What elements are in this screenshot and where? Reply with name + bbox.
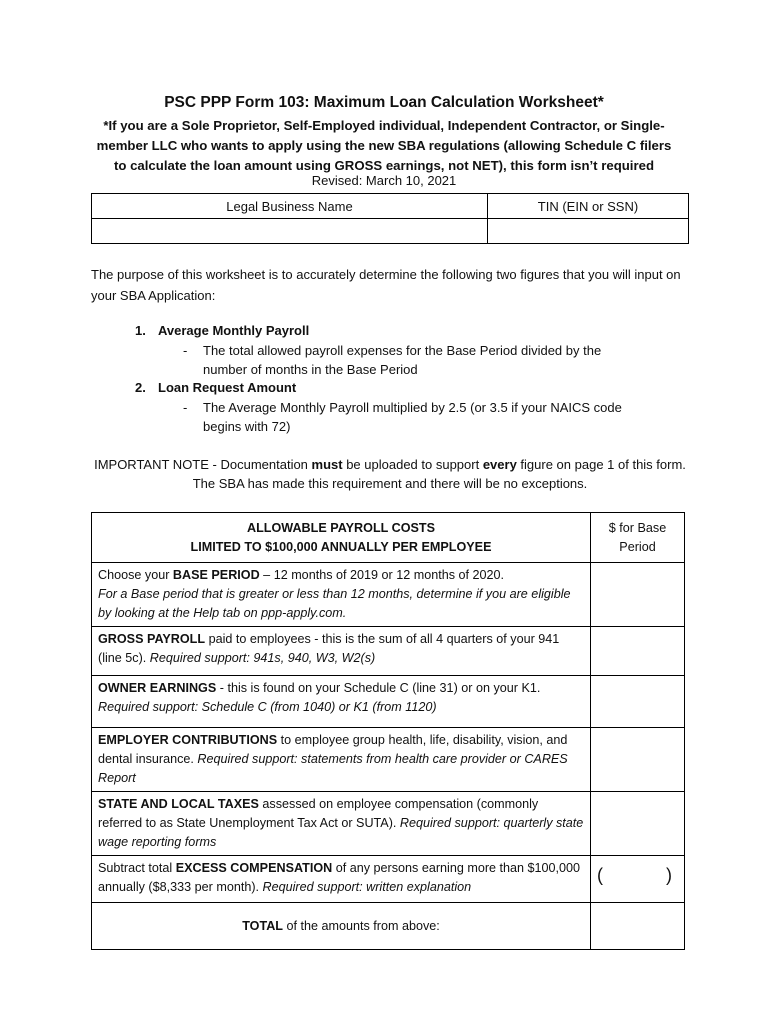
list-detail: The Average Monthly Payroll multiplied by 2.5 (or 3.5 if your NAICS code begins with 72)	[203, 400, 622, 434]
table-row	[92, 856, 685, 903]
legal-business-name-field[interactable]	[92, 219, 488, 244]
list-heading: Loan Request Amount	[158, 380, 297, 395]
tin-header: TIN (EIN or SSN)	[488, 194, 689, 219]
revised-date: Revised: March 10, 2021	[311, 173, 457, 188]
excess-compensation-description: Subtract total EXCESS COMPENSATION of any persons earning more than $100,000 annually ($8,333 per month). Required support: written explanation	[92, 856, 591, 903]
page-subtitle: *If you are a Sole Proprietor, Self-Employed individual, Independent Contractor, or Single-member LLC who wants to apply using the new SBA regulations (allowing Schedule C filers to calculate the loan amount using GROSS earnings, not NET), this form isn’t required	[96, 118, 672, 173]
base-period-description: Choose your BASE PERIOD – 12 months of 2019 or 12 months of 2020. For a Base period that is greater or less than 12 months, determine if you are eligible by looking at the Help tab on ppp-apply.com.	[92, 563, 591, 627]
list-number: 2.	[135, 380, 146, 395]
list-item-loan-request-amount	[91, 378, 691, 438]
employer-contributions-description: EMPLOYER CONTRIBUTIONS to employee group health, life, disability, vision, and dental insurance. Required support: statements from health care provider or CARES Report	[92, 728, 591, 792]
payroll-costs-table	[91, 512, 685, 950]
tin-field[interactable]	[488, 219, 689, 244]
close-parenthesis: )	[666, 865, 672, 885]
excess-compensation-amount-field[interactable]	[591, 856, 685, 903]
table-row	[92, 792, 685, 856]
gross-payroll-description: GROSS PAYROLL paid to employees - this is the sum of all 4 quarters of your 941 (line 5c). Required support: 941s, 940, W3, W2(s)	[92, 627, 591, 676]
list-heading: Average Monthly Payroll	[158, 323, 310, 338]
base-period-amount-field[interactable]	[591, 563, 685, 627]
important-note: IMPORTANT NOTE - Documentation must be uploaded to support every figure on page 1 of this form. The SBA has made this requirement and there will be no exceptions.	[94, 457, 686, 491]
table-row	[92, 676, 685, 728]
intro-paragraph: The purpose of this worksheet is to accurately determine the following two figures that you will input on your SBA Application:	[91, 267, 681, 303]
amount-column-header: $ for Base Period	[591, 513, 685, 563]
list-detail: The total allowed payroll expenses for the Base Period divided by the number of months in the Base Period	[203, 343, 602, 377]
payroll-costs-header: ALLOWABLE PAYROLL COSTS LIMITED TO $100,000 ANNUALLY PER EMPLOYEE	[92, 513, 591, 563]
state-local-taxes-description: STATE AND LOCAL TAXES assessed on employee compensation (commonly referred to as State Unemployment Tax Act or SUTA). Required support: quarterly state wage reporting forms	[92, 792, 591, 856]
table-row	[92, 627, 685, 676]
list-dash: -	[183, 400, 188, 415]
list-number: 1.	[135, 323, 146, 338]
list-dash: -	[183, 343, 188, 358]
state-local-taxes-amount-field[interactable]	[591, 792, 685, 856]
list-item-average-monthly-payroll	[91, 321, 691, 381]
open-parenthesis: (	[597, 865, 603, 885]
page-title: PSC PPP Form 103: Maximum Loan Calculation Worksheet*	[164, 94, 604, 111]
owner-earnings-description: OWNER EARNINGS - this is found on your Schedule C (line 31) or on your K1. Required support: Schedule C (from 1040) or K1 (from 1120)	[92, 676, 591, 728]
gross-payroll-amount-field[interactable]	[591, 627, 685, 676]
table-row	[92, 903, 685, 950]
employer-contributions-amount-field[interactable]	[591, 728, 685, 792]
table-row	[92, 563, 685, 627]
business-info-table	[91, 193, 689, 244]
owner-earnings-amount-field[interactable]	[591, 676, 685, 728]
total-amount-field[interactable]	[591, 903, 685, 950]
legal-business-name-header: Legal Business Name	[92, 194, 488, 219]
total-label: TOTAL of the amounts from above:	[92, 903, 591, 950]
table-row	[92, 728, 685, 792]
